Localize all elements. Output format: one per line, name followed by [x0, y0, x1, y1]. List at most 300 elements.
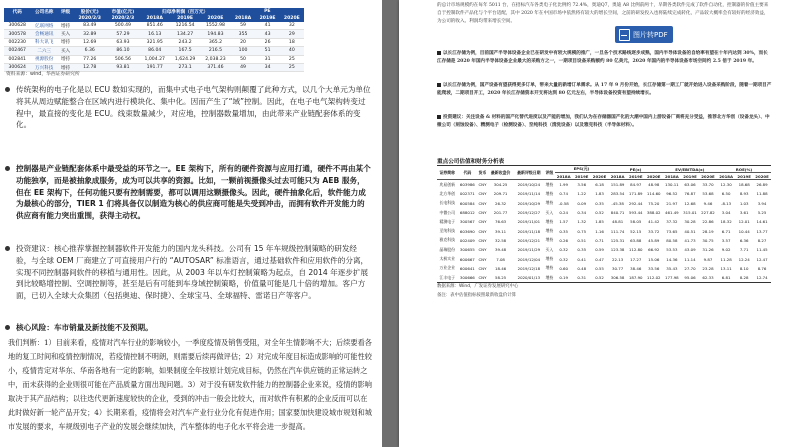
table-cell: 0.59	[595, 247, 604, 253]
table-cell: 0.35	[595, 200, 604, 206]
table-cell: 191.77	[140, 63, 170, 71]
table-cell: CNY	[478, 275, 487, 281]
table-cell: 增持	[58, 63, 73, 71]
right-bullet-1: 以长江存储为例，目前国产半导体设备企业已在研发中有较大规模的推广，一旦各个技术路线逐步成熟，国内半导体设备的自给率有望在十年内达到 30%，而长江存储是 2020 年国内半导体设备企业最大的采购方之一，一期项目设备采购额约 80 亿美元，2020 年国内的半导体设备市场空间约 2.5 倍于 2019 年。	[437, 51, 768, 64]
table-cell: 12.68	[684, 200, 696, 206]
table-cell: 23.28	[702, 265, 714, 271]
table-cell: 58.25	[495, 275, 507, 281]
table-cell: 1,004.27	[140, 55, 170, 63]
bullet-square	[437, 83, 441, 87]
table-cell: 22.86	[702, 219, 714, 225]
table-cell: 63.88	[630, 237, 642, 243]
table-cell: 1.85	[595, 219, 604, 225]
table-cell: 0.51	[577, 237, 587, 243]
table-cell: 增持	[58, 38, 73, 46]
table-cell: 41.73	[684, 237, 696, 243]
table-cell: 26	[255, 38, 279, 46]
company-valuation-table: 证券简称 代码 货币 最新收盘价 最新评级日期 评级 EPS(元) PE(x) EV/EBITDA(x) ROE(%) 2018A 2019E 2020E 2018A 2019E 2020E 2018A 2019E 2020E 2018A 2019E 2020E 兆易创新 603986 CNY 304.25 2019/10/24 增持 1.99 3.56 6.18 151.89 84.97 48.98 130.11 63.06 33.70 12.30 18.68 26.89 北方华创 002371 CNY 209.71 2019/11/14 增持 0.74 1.22 1.83 283.54 171.89 114.60 96.52 76.87 53.68 6.50 8.93 11.88 长电科技 600584 CNY 26.32 2019/10/29 增持 -0.58 0.09 0.35 -45.38 292.44 75.20 21.97 12.68 9.46 -8.13 1.03 3.94 中微公司 688012 CNY 201.77 2019/12/27 买入 0.24 0.34 0.52 840.71 593.44 388.02 461.49 315.01 227.82 3.04 3.61 5.25 精测电子 300567 CNY 76.63 2019/11/01 增持 1.57 1.32 1.85 48.81 58.05 41.42 37.32 30.28 22.86 18.32 12.01 14.61 至纯科技 603690 CNY 39.11 2019/11/18 增持 0.35 0.75 1.16 111.74 52.15 33.72 73.65 40.51 28.19 6.71 10.44 13.77 雅克科技 002409 CNY 32.58 2019/12/21 增持 0.26 0.51 0.71 125.31 63.88 45.89 80.58 41.73 30.75 3.57 6.36 8.27 晶瑞股份 300655 CNY 39.48 2019/11/29 买入 0.32 0.35 0.59 123.38 112.80 66.92 53.53 43.09 31.26 9.02 7.71 11.45 太极实业 600667 CNY 7.08 2019/12/04 增持 0.32 0.41 0.47 22.13 17.27 15.06 14.36 11.14 9.87 11.28 12.24 12.47 万业企业 600641 CNY 18.46 2019/12/18 增持 0.60 0.48 0.55 30.77 38.46 33.56 35.43 27.70 23.28 13.11 8.10 8.76 江丰电子 300666 CNY 58.25 2020/01/13 增持 0.19 0.31 0.52 306.58 187.90 112.02 177.98 95.06 62.33 6.81 8.28 12.74	[437, 165, 771, 283]
table-cell: 买入	[545, 246, 554, 252]
table-cell: 长电科技	[439, 200, 456, 206]
table-cell: 134.27	[170, 30, 200, 38]
table-cell: 11.45	[756, 247, 768, 253]
right-document-page	[399, 0, 800, 447]
header-rating: 评级	[58, 8, 73, 15]
table-cell: 3.04	[721, 210, 731, 216]
table-cell: 科大讯飞	[30, 38, 58, 46]
table-cell: 8.27	[757, 237, 767, 243]
table-cell: 14.36	[666, 256, 678, 262]
table-cell: 600667	[459, 256, 475, 262]
table-cell: 9.46	[703, 200, 713, 206]
table-cell: 100	[231, 47, 256, 55]
table-cell: 18	[280, 38, 304, 46]
table-cell: 买入	[58, 30, 73, 38]
table-cell: 151.89	[610, 182, 625, 188]
table-cell: 600641	[459, 265, 475, 271]
table-cell: 688012	[459, 210, 475, 216]
table-cell: 603690	[459, 228, 475, 234]
table-cell: 3.56	[577, 182, 587, 188]
table-cell: 300655	[459, 247, 475, 253]
table-cell: CNY	[478, 182, 487, 188]
table-cell: 增持	[545, 200, 554, 206]
header-pe: PE	[231, 8, 304, 15]
table-cell: 125.31	[610, 237, 625, 243]
table-cell: 12.47	[756, 256, 768, 262]
table-cell: 1.83	[595, 191, 604, 197]
table-cell: 32.89	[73, 30, 106, 38]
table-cell: 11.88	[756, 191, 768, 197]
table-cell: 40.51	[684, 228, 696, 234]
table-cell: 13.77	[756, 228, 768, 234]
table-cell: 77.26	[73, 55, 106, 63]
table-cell: 6.71	[721, 228, 731, 234]
table-cell: 243.2	[170, 38, 200, 46]
subheader-date: 2020/2/3	[73, 15, 106, 22]
table-cell: 93.81	[106, 63, 139, 71]
table-cell: -0.58	[558, 200, 569, 206]
table-cell: 37.32	[666, 219, 678, 225]
table-cell: 0.24	[559, 210, 568, 216]
table-cell: 43.09	[684, 247, 696, 253]
table-cell: 300628	[4, 22, 30, 30]
table-cell: 27.70	[684, 265, 696, 271]
table-cell: 0.74	[559, 191, 568, 197]
table-cell: 38.46	[630, 265, 642, 271]
table-cell: 万业企业	[439, 265, 456, 271]
table-cell: 2019/11/14	[517, 191, 541, 197]
table-cell: 371.46	[200, 63, 230, 71]
table-cell: 0.34	[577, 210, 587, 216]
table-cell: 0.09	[577, 200, 587, 206]
table-cell: 晶瑞股份	[439, 246, 456, 252]
table-remark-note: 备注：表中估值指标按照最新收盘价计算	[437, 293, 517, 298]
table-cell: 002841	[4, 55, 30, 63]
table-cell: 41.42	[648, 219, 660, 225]
table-cell: 194.83	[200, 30, 230, 38]
table-cell: 43	[255, 30, 279, 38]
table-cell: 002409	[459, 237, 475, 243]
table-cell: 365.2	[200, 38, 230, 46]
pdf-icon	[619, 29, 630, 41]
table-cell: 11.14	[684, 256, 696, 262]
table-cell: 58.05	[630, 219, 642, 225]
table-cell: 1.22	[577, 191, 587, 197]
table-cell: 18.32	[720, 219, 732, 225]
table-cell: 17.27	[630, 256, 642, 262]
table-cell: 增持	[545, 274, 554, 280]
subheader-year: 2019E	[170, 15, 200, 22]
image-to-pdf-button[interactable]: 图片转PDF	[615, 26, 673, 43]
bullet-square	[437, 51, 441, 55]
table-source-note: 资料来源：wind，华西证券研究所	[6, 72, 80, 77]
table-cell: 12.24	[738, 256, 750, 262]
table-row	[437, 208, 771, 217]
table-cell: 1552.98	[200, 22, 230, 30]
table-cell: 26.89	[756, 182, 768, 188]
table-row	[437, 180, 771, 190]
table-cell: 304.25	[493, 182, 508, 188]
table-cell: 53.68	[702, 191, 714, 197]
table-cell: 北方华创	[439, 190, 456, 196]
table-cell: 9.02	[721, 247, 731, 253]
table-cell: 增持	[545, 181, 554, 187]
table-row	[4, 30, 304, 38]
bullet-investment-advice: 投资建议：核心推荐掌握控制器软件开发能力的国内龙头科技。公司有 15 年车规级控制策略的研发经验，与全球 OEM 厂商建立了可直接用户行的 “AUTOSAR” 标准语言，通过基础软件和应用软件的分离，实现不同控制器间软件的移植与通用性。因此，从 2003 年以车灯控制策略为起点，自 2014 年逐步扩展到比较略增控制、空调控制等，甚至是后有可能到车身域控制策略，价值量可能是几十倍的增加。客户方面，已切入全球大众集团（包括奥迪、保时捷）、全球宝马、全球福特、雷诺日产等客户。	[16, 243, 371, 302]
table-cell: 增持	[545, 237, 554, 243]
table-cell: 209.71	[493, 191, 508, 197]
table-cell: 至纯科技	[439, 228, 456, 234]
table-cell: 50	[231, 55, 256, 63]
table-row	[437, 264, 771, 273]
table-cell: 63.06	[684, 182, 696, 188]
table-cell: 6.36	[73, 47, 106, 55]
table-cell: 83.49	[73, 22, 106, 30]
table-cell: 0.26	[559, 237, 568, 243]
table-cell: 500.49	[106, 22, 139, 30]
table-cell: 292.44	[628, 200, 643, 206]
table-cell: 14.61	[756, 219, 768, 225]
table-cell: 31.26	[702, 247, 714, 253]
table-cell: 1.99	[559, 182, 568, 188]
table-row	[437, 254, 771, 263]
table-cell: 增持	[545, 218, 554, 224]
table-cell: 388.02	[646, 210, 661, 216]
table-cell: 26.32	[495, 200, 507, 206]
table-row	[437, 226, 771, 235]
bullet-core-risk: 核心风险：车市销量及新技能不及预期。	[16, 322, 371, 334]
table-cell: 8.93	[739, 191, 749, 197]
table-cell: 300567	[459, 219, 475, 225]
table-cell: 6.36	[739, 237, 749, 243]
table-cell: 增持	[58, 22, 73, 30]
table-cell: CNY	[478, 265, 487, 271]
table-row	[437, 236, 771, 245]
table-cell: -45.38	[611, 200, 624, 206]
table-cell: 8.10	[739, 265, 749, 271]
table-cell: 增持	[58, 55, 73, 63]
table-cell: 49	[231, 63, 256, 71]
table-cell: 76.87	[684, 191, 696, 197]
table-cell: 7.08	[496, 256, 505, 262]
table-cell: 52.15	[630, 228, 642, 234]
table-cell: 0.55	[595, 265, 604, 271]
table-cell: 171.89	[628, 191, 643, 197]
table-cell: 万兴科技	[30, 63, 58, 71]
table-cell: 二六三	[30, 47, 58, 55]
table-cell: -8.13	[721, 200, 732, 206]
table-cell: 111.74	[610, 228, 625, 234]
table-cell: 增持	[545, 228, 554, 234]
table-cell: 太极实业	[439, 256, 456, 262]
table-cell: 76.63	[495, 219, 507, 225]
table-cell: 30.77	[612, 265, 624, 271]
table-cell: 3.61	[739, 210, 749, 216]
bullet-controller-benefit: 控制器是产业链配套体系中最受益的环节之一。EE 架构下，所有的硬件资源与应用打通，硬件不再由某个功能独享，而是被抽象成服务，成为可以共享的资源。比如，一颗前视摄像头过去可能只为 AEB 服务，但在 EE 架构下，任何功能只要有控制需要，都可以调用这颗摄像头。因此，硬件抽象化后，软件能力成为最核心的部分，TIER 1 们将具备仅以制造为核心的供应商可能是失受到冲击，而拥有软件开发能力的供应商有能力突出重围，获得主动权。	[16, 163, 371, 222]
table-cell: 33.72	[648, 228, 660, 234]
table-cell: 851.46	[140, 22, 170, 30]
table-cell: 2019/12/18	[517, 265, 541, 271]
header-price: 股价(元)	[73, 8, 106, 15]
table-cell: 30.28	[684, 219, 696, 225]
table-cell: 593.44	[628, 210, 643, 216]
stock-valuation-table	[4, 8, 304, 72]
table-cell: 8.76	[757, 265, 767, 271]
table-cell: 59	[231, 22, 256, 30]
table-cell: 45.89	[648, 237, 660, 243]
table-cell: 1216.54	[170, 22, 200, 30]
table-cell: 39.11	[495, 228, 507, 234]
subheader-year: 2020E	[280, 15, 304, 22]
table-cell: 1.16	[595, 228, 604, 234]
table-cell: 112.80	[628, 247, 643, 253]
right-intro-paragraph: 的总计市场规模约在每年 5011 台，在招标汽车各类电子化比例约 72.4%，奥迪Q7，奥迪 A8 比例前两十，早期各类软件完成了软件自动化，控制器的价值主要来自于控制软件产品化与个平台适配，其中 2020 年在中国市场中依然将有较大的增长空间，之前的研发投入也将陆续完成转化，产品较大概率会有较好的经济效益，为公司的收入、利润均带来增长空间。	[437, 3, 769, 24]
table-cell: 31	[255, 55, 279, 63]
table-cell: 66.92	[648, 247, 660, 253]
table-cell: 32.58	[495, 237, 507, 243]
table-cell: 10.44	[738, 228, 750, 234]
table-cell: 167.5	[170, 47, 200, 55]
table-row	[4, 47, 304, 55]
table-cell: 86.04	[140, 47, 170, 55]
table-cell: 227.82	[701, 210, 715, 216]
table-cell: 0.48	[577, 265, 587, 271]
table-cell: 62.33	[702, 275, 714, 281]
table-cell: 35.43	[666, 265, 678, 271]
bullet-ee-architecture: 传统架构的电子化是以 ECU 数如实现的，而集中式电子电气架构则颠覆了此种方式，以几个大单元为单位将其从周边赋能整合在区域内进行模块化、集中化。因而产生了“域”控制。因此，在电子电气架构转变过程中，最直接的变化是 ECU。线束数量减少，对应地，控制器数量增加，由此带来产业链配套体系的变化。	[16, 84, 371, 131]
table-cell: 18.46	[495, 265, 507, 271]
table-row	[437, 217, 771, 226]
table-cell: 12.01	[738, 219, 750, 225]
table-cell: 买入	[58, 47, 73, 55]
table-cell: 3.57	[721, 237, 731, 243]
table-cell: 2019/11/29	[517, 247, 541, 253]
table-cell: 6.50	[721, 191, 731, 197]
table-cell: 002371	[459, 191, 475, 197]
table-cell: 130.11	[665, 182, 679, 188]
table-cell: 96.52	[666, 191, 678, 197]
right-bullet-3: 投资建议：关注设备 & 材料的国产化替代进度以及产能的增加，我们认为在存储器国产化的大潮中国内上游设备厂商将充分受益，推荐北方华创（设备龙头）、中微公司（刻蚀设备）、精测电子（检测设备）、至纯科技（清洗设备）以及雅克科技（半导体材料）。	[437, 115, 770, 128]
table-cell: 0.52	[595, 275, 604, 281]
table-row	[4, 22, 304, 30]
header-company: 公司名称	[30, 8, 58, 15]
table-cell: 315.01	[683, 210, 697, 216]
table-cell: 5.25	[757, 210, 767, 216]
table-row	[437, 199, 771, 208]
table-cell: 29	[280, 30, 304, 38]
bullet-square	[437, 115, 441, 119]
table-cell: 73.65	[666, 228, 678, 234]
bullet-dot	[5, 325, 10, 330]
table-cell: 13.11	[720, 265, 732, 271]
table-row	[437, 245, 771, 254]
subheader-year: 2018A	[231, 15, 256, 22]
table-cell: CNY	[478, 256, 487, 262]
table-cell: 33.70	[702, 182, 714, 188]
table-cell: 3.94	[757, 200, 767, 206]
table-cell: 002467	[4, 47, 30, 55]
table-cell: 0.47	[595, 256, 604, 262]
table-cell: CNY	[478, 210, 487, 216]
table-cell: 114.60	[646, 191, 661, 197]
table-cell: 63.93	[106, 38, 139, 46]
table-cell: 40	[280, 47, 304, 55]
table-cell: 25	[280, 63, 304, 71]
table-cell: 0.75	[577, 228, 587, 234]
table-cell: 600584	[459, 200, 475, 206]
table-cell: 30.75	[702, 237, 714, 243]
table-cell: 2019/11/01	[517, 219, 541, 225]
table-cell: 300624	[4, 63, 30, 71]
table-cell: 2019/12/04	[517, 256, 541, 262]
table-cell: 7.71	[739, 247, 749, 253]
table-cell: 32	[280, 22, 304, 30]
table-cell: 增持	[545, 190, 554, 196]
table-cell: 增持	[545, 265, 554, 271]
table-row	[437, 273, 771, 283]
table-row	[4, 38, 304, 46]
table-cell: 461.49	[665, 210, 679, 216]
table-cell: 2,038.23	[200, 55, 230, 63]
table-cell: 2019/10/24	[517, 182, 541, 188]
table-source-note: 数据来源：Wind，广发证券发展研究中心	[437, 284, 519, 289]
table-cell: 0.32	[559, 256, 568, 262]
table-cell: 0.60	[559, 265, 568, 271]
table-cell: 75.20	[648, 200, 660, 206]
table-cell: 1.03	[739, 200, 749, 206]
table-cell: 12.30	[720, 182, 732, 188]
table-cell: 84.97	[630, 182, 642, 188]
table-cell: 34	[255, 63, 279, 71]
table-cell: CNY	[478, 191, 487, 197]
table-cell: 1,624.29	[170, 55, 200, 63]
table-cell: 0.32	[559, 247, 568, 253]
table-cell: 48.81	[612, 219, 624, 225]
table-title: 重点公司估值和财务分析表	[437, 159, 505, 165]
table-cell: 51	[255, 47, 279, 55]
table-cell: 187.90	[628, 275, 643, 281]
table-cell: 1.57	[559, 219, 568, 225]
subheader-date: 2020/2/3	[106, 15, 139, 22]
table-cell: 355	[231, 30, 256, 38]
table-cell: 112.02	[646, 275, 661, 281]
bullet-dot	[5, 246, 10, 251]
table-cell: 16.13	[140, 30, 170, 38]
header-mktcap: 市值(亿元)	[106, 8, 139, 15]
table-cell: 48.98	[648, 182, 660, 188]
table-cell: CNY	[478, 200, 487, 206]
table-cell: 201.77	[493, 210, 508, 216]
table-cell: 6.18	[595, 182, 604, 188]
table-cell: CNY	[478, 247, 487, 253]
table-cell: 2019/10/29	[517, 200, 541, 206]
table-cell: 11.28	[720, 256, 732, 262]
table-cell: 会畅通讯	[30, 30, 58, 38]
table-cell: 321.95	[140, 38, 170, 46]
table-cell: 0.31	[577, 275, 587, 281]
table-cell: 28.19	[702, 228, 714, 234]
table-cell: 15.06	[648, 256, 660, 262]
body-paragraph: 我们判断：1）目前来看，疫情对汽车行业的影响较小，一季度疫情及销售受阻，对全年生情影响不大；后续要看各地的复工时间和疫情控制情况，若疫情控制不明朗，则需要后续再做评估；2）对完成年度目标造成影响的可能性较小，疫情肯定对华东、华南各地有一定的影响，如果制度全年按原计划完成目标，仍然在汽车供应链的正常运转之中，而未获得的企业则很可能在产品质量方面出现问题。3）对于没有研发软件能力的控制器企业来说，疫情的影响取决于其产品结构；以往迭代更新速度较快的企业，受到的冲击一般会比较大，而对软件有积累的企业反而可以在此时做好新一轮产品开发；4）长期来看，疫情将会对汽车产业行业分化有促进作用；国家要加快建设城市规划和城市发展的要求，车规级别电子产业的发展会继续加快，汽车整体的电子化水平将会进一步提高。	[8, 338, 372, 431]
table-cell: CNY	[478, 228, 487, 234]
table-cell: 22.13	[612, 256, 624, 262]
left-document-page	[0, 0, 382, 447]
table-cell: 57.29	[106, 30, 139, 38]
table-cell: 买入	[545, 209, 554, 215]
table-cell: 300666	[459, 275, 475, 281]
table-cell: CNY	[478, 237, 487, 243]
table-cell: 2020/01/13	[517, 275, 541, 281]
subheader-year: 2018A	[140, 15, 170, 22]
table-cell: 002230	[4, 38, 30, 46]
table-cell: 306.58	[610, 275, 625, 281]
table-row	[437, 189, 771, 198]
bullet-dot	[5, 166, 10, 171]
page-gutter	[382, 0, 399, 447]
table-cell: 精测电子	[439, 218, 456, 224]
table-cell: 603986	[459, 182, 475, 188]
table-cell: 6.81	[721, 275, 731, 281]
table-cell: 12.78	[73, 63, 106, 71]
table-cell: 2019/12/21	[517, 237, 541, 243]
table-cell: 25	[280, 55, 304, 63]
table-cell: 300578	[4, 30, 30, 38]
header-code: 代码	[4, 8, 30, 15]
table-cell: 1.32	[577, 219, 587, 225]
table-cell: 123.38	[610, 247, 625, 253]
table-cell: 39.48	[495, 247, 507, 253]
table-cell: 0.71	[595, 237, 604, 243]
table-cell: 2019/11/18	[517, 228, 541, 234]
table-cell: 283.54	[610, 191, 625, 197]
subheader-year: 2019E	[255, 15, 279, 22]
table-cell: 95.06	[684, 275, 696, 281]
table-cell: 506.56	[106, 55, 139, 63]
right-bullet-2: 以长江存储为例，国产设备有望获得更多订单，带来大量的新增订单需求。从 17 年 9 月份开始，长江存储第一期工厂就开始进入设备采购阶段，随着一期项目产能爬坡，二期项目开工，2020 年长江存储资本开支将达到 80 亿元左右，半导体设备投资有望持续增长。	[437, 83, 772, 96]
table-cell: 840.71	[610, 210, 625, 216]
table-cell: 216.5	[200, 47, 230, 55]
header-net-profit: 归母净利润（百万元）	[140, 8, 231, 15]
table-cell: 80.58	[666, 237, 678, 243]
table-row	[4, 55, 304, 63]
table-cell: 0.41	[577, 256, 587, 262]
bullet-dot	[5, 87, 10, 92]
table-cell: 12.69	[73, 38, 106, 46]
table-cell: 0.35	[559, 228, 568, 234]
table-cell: 177.98	[665, 275, 679, 281]
table-cell: 0.19	[559, 275, 568, 281]
table-cell: 江丰电子	[439, 274, 456, 280]
